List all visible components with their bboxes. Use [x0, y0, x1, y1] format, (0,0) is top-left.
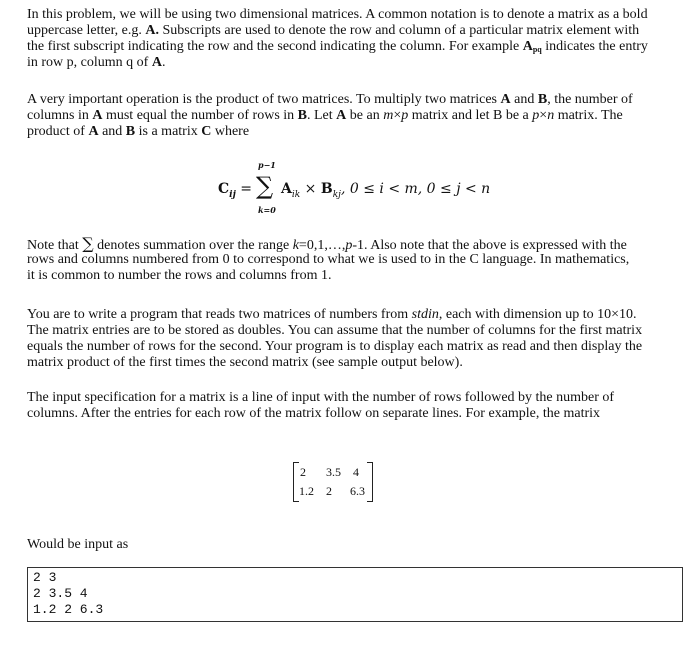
sample-input-box — [27, 567, 683, 622]
text-line — [27, 124, 249, 140]
text-segment: Subscripts are used to denote the row and column of a particular matrix element with — [159, 23, 640, 38]
text-segment: × — [393, 108, 402, 123]
text-segment: and — [98, 124, 126, 139]
sum-lower-limit: k=0 — [258, 205, 276, 215]
text-segment: the first subscript indicating the row and the second indicating the column. For example — [27, 39, 523, 54]
text-segment: matrix. The — [554, 108, 623, 123]
text-line — [27, 108, 623, 124]
text-segment: C — [201, 124, 212, 139]
text-segment: The input specification for a matrix is a line of input with the number of rows followed by the number of — [27, 390, 615, 405]
text-segment: . — [161, 55, 166, 70]
text-line — [27, 92, 633, 108]
text-segment: A — [92, 108, 103, 123]
text-segment: You are to write a program that reads two matrices of numbers from — [27, 307, 412, 322]
matrix-cell: 4 — [353, 465, 359, 479]
text-segment: where — [211, 124, 250, 139]
text-segment: p — [401, 108, 409, 123]
text-segment: , the number of — [547, 92, 633, 107]
text-line — [27, 307, 637, 323]
text-segment: be an — [346, 108, 384, 123]
text-segment: A — [500, 92, 511, 107]
text-segment: A — [88, 124, 99, 139]
text-segment: Would be input as — [27, 537, 129, 552]
matrix-cell: 3.5 — [326, 465, 341, 479]
text-line — [27, 7, 648, 23]
text-segment: =0,1,…, — [298, 238, 346, 253]
text-segment: . Let — [307, 108, 337, 123]
sample-input-line: 2 3 — [33, 570, 57, 585]
text-segment: A — [522, 39, 533, 54]
text-segment: columns in — [27, 108, 93, 123]
formula-rhs: $A_{ik} \times B_{kj}$, 0 ≤ i < m, 0 ≤ j < n — [281, 181, 491, 200]
text-segment: pq — [532, 45, 542, 54]
matrix-product-formula — [218, 160, 518, 220]
text-segment: × — [539, 108, 548, 123]
text-segment: must equal the number of rows in — [102, 108, 298, 123]
text-segment: columns. After the entries for each row of the matrix follow on separate lines. For example, the matrix — [27, 406, 601, 421]
text-segment: The matrix entries are to be stored as doubles. You can assume that the number of columns for the first matrix — [27, 323, 643, 338]
text-segment: -1. Also note that the above is expressed with the — [352, 238, 627, 253]
text-segment: A very important operation is the product of two matrices. To multiply two matrices — [27, 92, 501, 107]
text-segment: matrix and let B be a — [408, 108, 533, 123]
example-matrix — [293, 462, 373, 502]
right-bracket — [367, 462, 373, 502]
text-line — [27, 537, 128, 553]
text-segment: B — [125, 124, 136, 139]
text-segment: equals the number of rows for the second. Your program is to display each matrix as read and then display the — [27, 339, 643, 354]
text-segment: matrix product of the first times the second matrix (see sample output below). — [27, 355, 463, 370]
sample-input-line: 1.2 2 6.3 — [33, 602, 104, 617]
text-segment: p — [345, 238, 353, 253]
text-line — [27, 323, 642, 339]
text-segment: k — [292, 238, 299, 253]
matrix-cell: 2 — [326, 484, 332, 498]
text-segment: denotes summation over the range — [93, 238, 293, 253]
text-segment: in row p, column q of — [27, 55, 152, 70]
text-line — [27, 339, 642, 355]
text-segment: and — [510, 92, 538, 107]
text-line — [27, 23, 639, 39]
text-segment: In this problem, we will be using two dimensional matrices. A common notation is to denote a matrix as a bold — [27, 7, 648, 22]
text-line — [27, 252, 629, 268]
matrix-cell: 6.3 — [350, 484, 365, 498]
text-segment: A — [151, 55, 162, 70]
text-segment: rows and columns numbered from 0 to correspond to what we is used to in the C language. In mathematics, — [27, 252, 630, 267]
text-line — [27, 406, 600, 422]
summation-symbol: ∑ — [256, 172, 274, 200]
text-segment: stdin — [411, 307, 439, 322]
text-segment: n — [547, 108, 555, 123]
matrix-cell: 1.2 — [299, 484, 314, 498]
text-segment: A. — [145, 23, 160, 38]
text-segment: B — [537, 92, 548, 107]
summation-icon: ∑ — [82, 234, 94, 253]
text-segment: , each with dimension up to 10×10. — [438, 307, 637, 322]
text-line — [27, 268, 331, 284]
text-segment: Note that — [27, 238, 83, 253]
text-segment: B — [297, 108, 307, 123]
sample-input-line: 2 3.5 4 — [33, 586, 88, 601]
text-segment: A — [336, 108, 347, 123]
text-segment: p — [532, 108, 540, 123]
text-line — [27, 55, 165, 71]
text-line — [27, 355, 463, 371]
text-segment: indicates the entry — [541, 39, 648, 54]
sum-upper-limit: p−1 — [258, 160, 276, 170]
text-segment: product of — [27, 124, 89, 139]
text-segment: is a matrix — [135, 124, 202, 139]
text-line — [27, 390, 614, 406]
text-segment: m — [383, 108, 394, 123]
text-segment: it is common to number the rows and columns from 1. — [27, 268, 332, 283]
matrix-cell: 2 — [300, 465, 306, 479]
formula-lhs: $C_{ij}$ = — [218, 181, 253, 200]
text-segment: uppercase letter, e.g. — [27, 23, 146, 38]
